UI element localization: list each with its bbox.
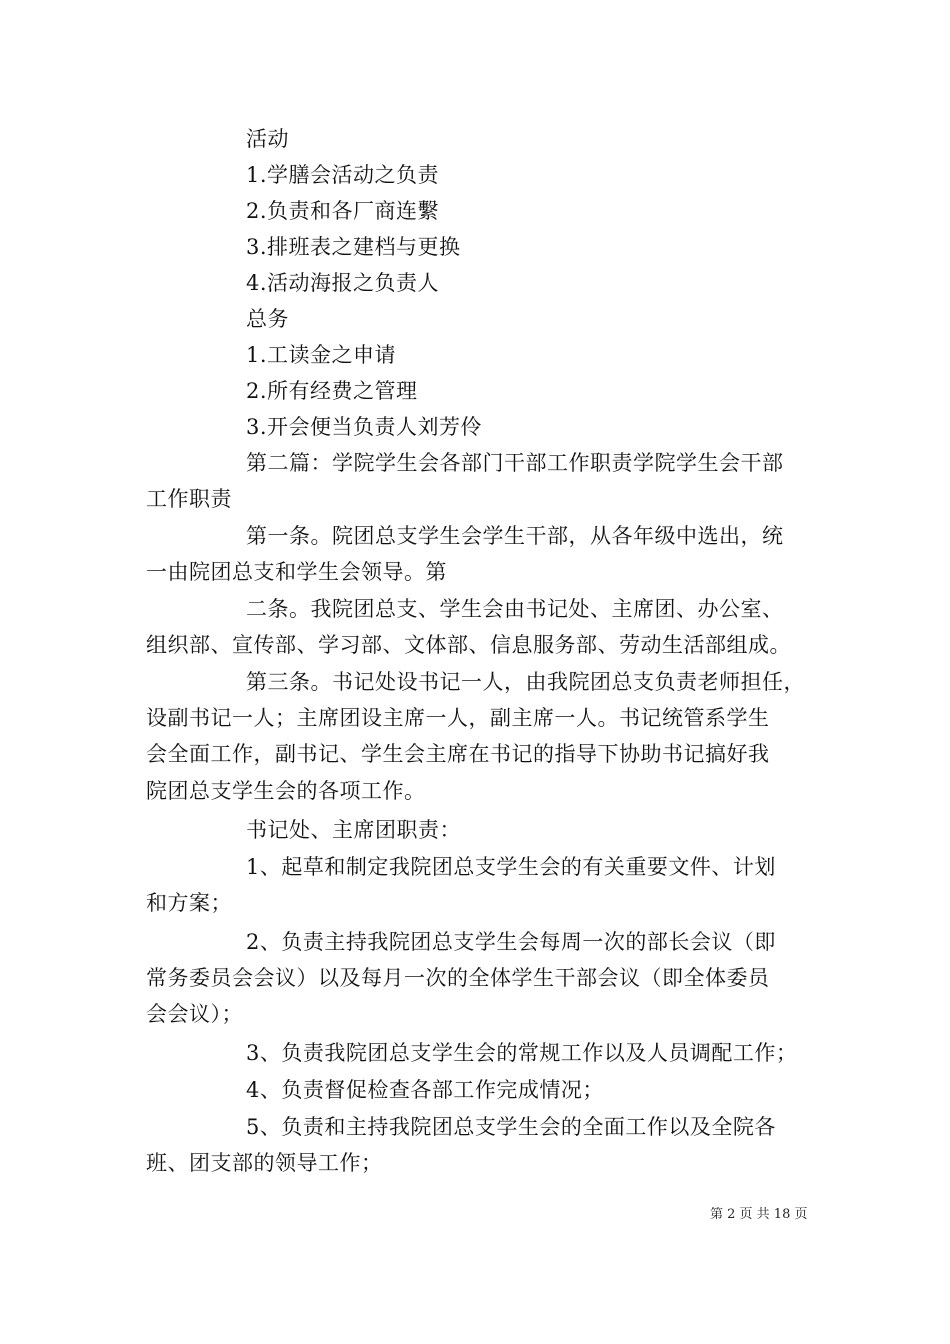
list-line: 2.所有经费之管理 (246, 379, 418, 403)
duty-item-2: 常务委员会会议）以及每月一次的全体学生干部会议（即全体委员 (146, 966, 770, 990)
list-line: 1.工读金之申请 (246, 343, 397, 367)
list-line-activities: 活动 (246, 127, 289, 151)
duty-item-1: 和方案； (146, 891, 232, 915)
duties-heading: 书记处、主席团职责： (246, 818, 461, 842)
duty-item-1: 1、起草和制定我院团总支学生会的有关重要文件、计划 (246, 855, 776, 879)
duty-item-5: 班、团支部的领导工作； (146, 1151, 383, 1175)
duty-item-2: 2、负责主持我院团总支学生会每周一次的部长会议（即 (246, 930, 776, 954)
duty-item-2: 会会议）； (146, 1002, 243, 1026)
page-number-footer: 第 2 页 共 18 页 (710, 1207, 808, 1222)
section-heading-continued: 工作职责 (146, 487, 232, 511)
article-1-text: 一由院团总支和学生会领导。第 (146, 560, 447, 584)
article-1-text: 第一条。院团总支学生会学生干部，从各年级中选出，统 (246, 524, 784, 548)
duty-item-5: 5、负责和主持我院团总支学生会的全面工作以及全院各 (246, 1115, 776, 1139)
list-line: 4.活动海报之负责人 (246, 271, 440, 295)
article-3-text: 设副书记一人；主席团设主席一人，副主席一人。书记统管系学生 (146, 706, 770, 730)
duty-item-3: 3、负责我院团总支学生会的常规工作以及人员调配工作； (246, 1041, 798, 1065)
article-3-text: 第三条。书记处设书记一人，由我院团总支负责老师担任， (246, 670, 805, 694)
article-3-text: 会全面工作，副书记、学生会主席在书记的指导下协助书记搞好我 (146, 742, 770, 766)
list-line: 3.排班表之建档与更换 (246, 235, 461, 259)
article-3-text: 院团总支学生会的各项工作。 (146, 779, 426, 803)
list-line-general-affairs: 总务 (246, 307, 289, 331)
duty-item-4: 4、负责督促检查各部工作完成情况； (246, 1078, 604, 1102)
article-2-text: 二条。我院团总支、学生会由书记处、主席团、办公室、 (246, 597, 784, 621)
list-line: 3.开会便当负责人刘芳伶 (246, 415, 483, 439)
list-line: 2.负责和各厂商连繫 (246, 199, 440, 223)
section-heading: 第二篇：学院学生会各部门干部工作职责学院学生会干部 (246, 451, 784, 475)
list-line: 1.学膳会活动之负责 (246, 163, 440, 187)
article-2-text: 组织部、宣传部、学习部、文体部、信息服务部、劳动生活部组成。 (146, 633, 791, 657)
